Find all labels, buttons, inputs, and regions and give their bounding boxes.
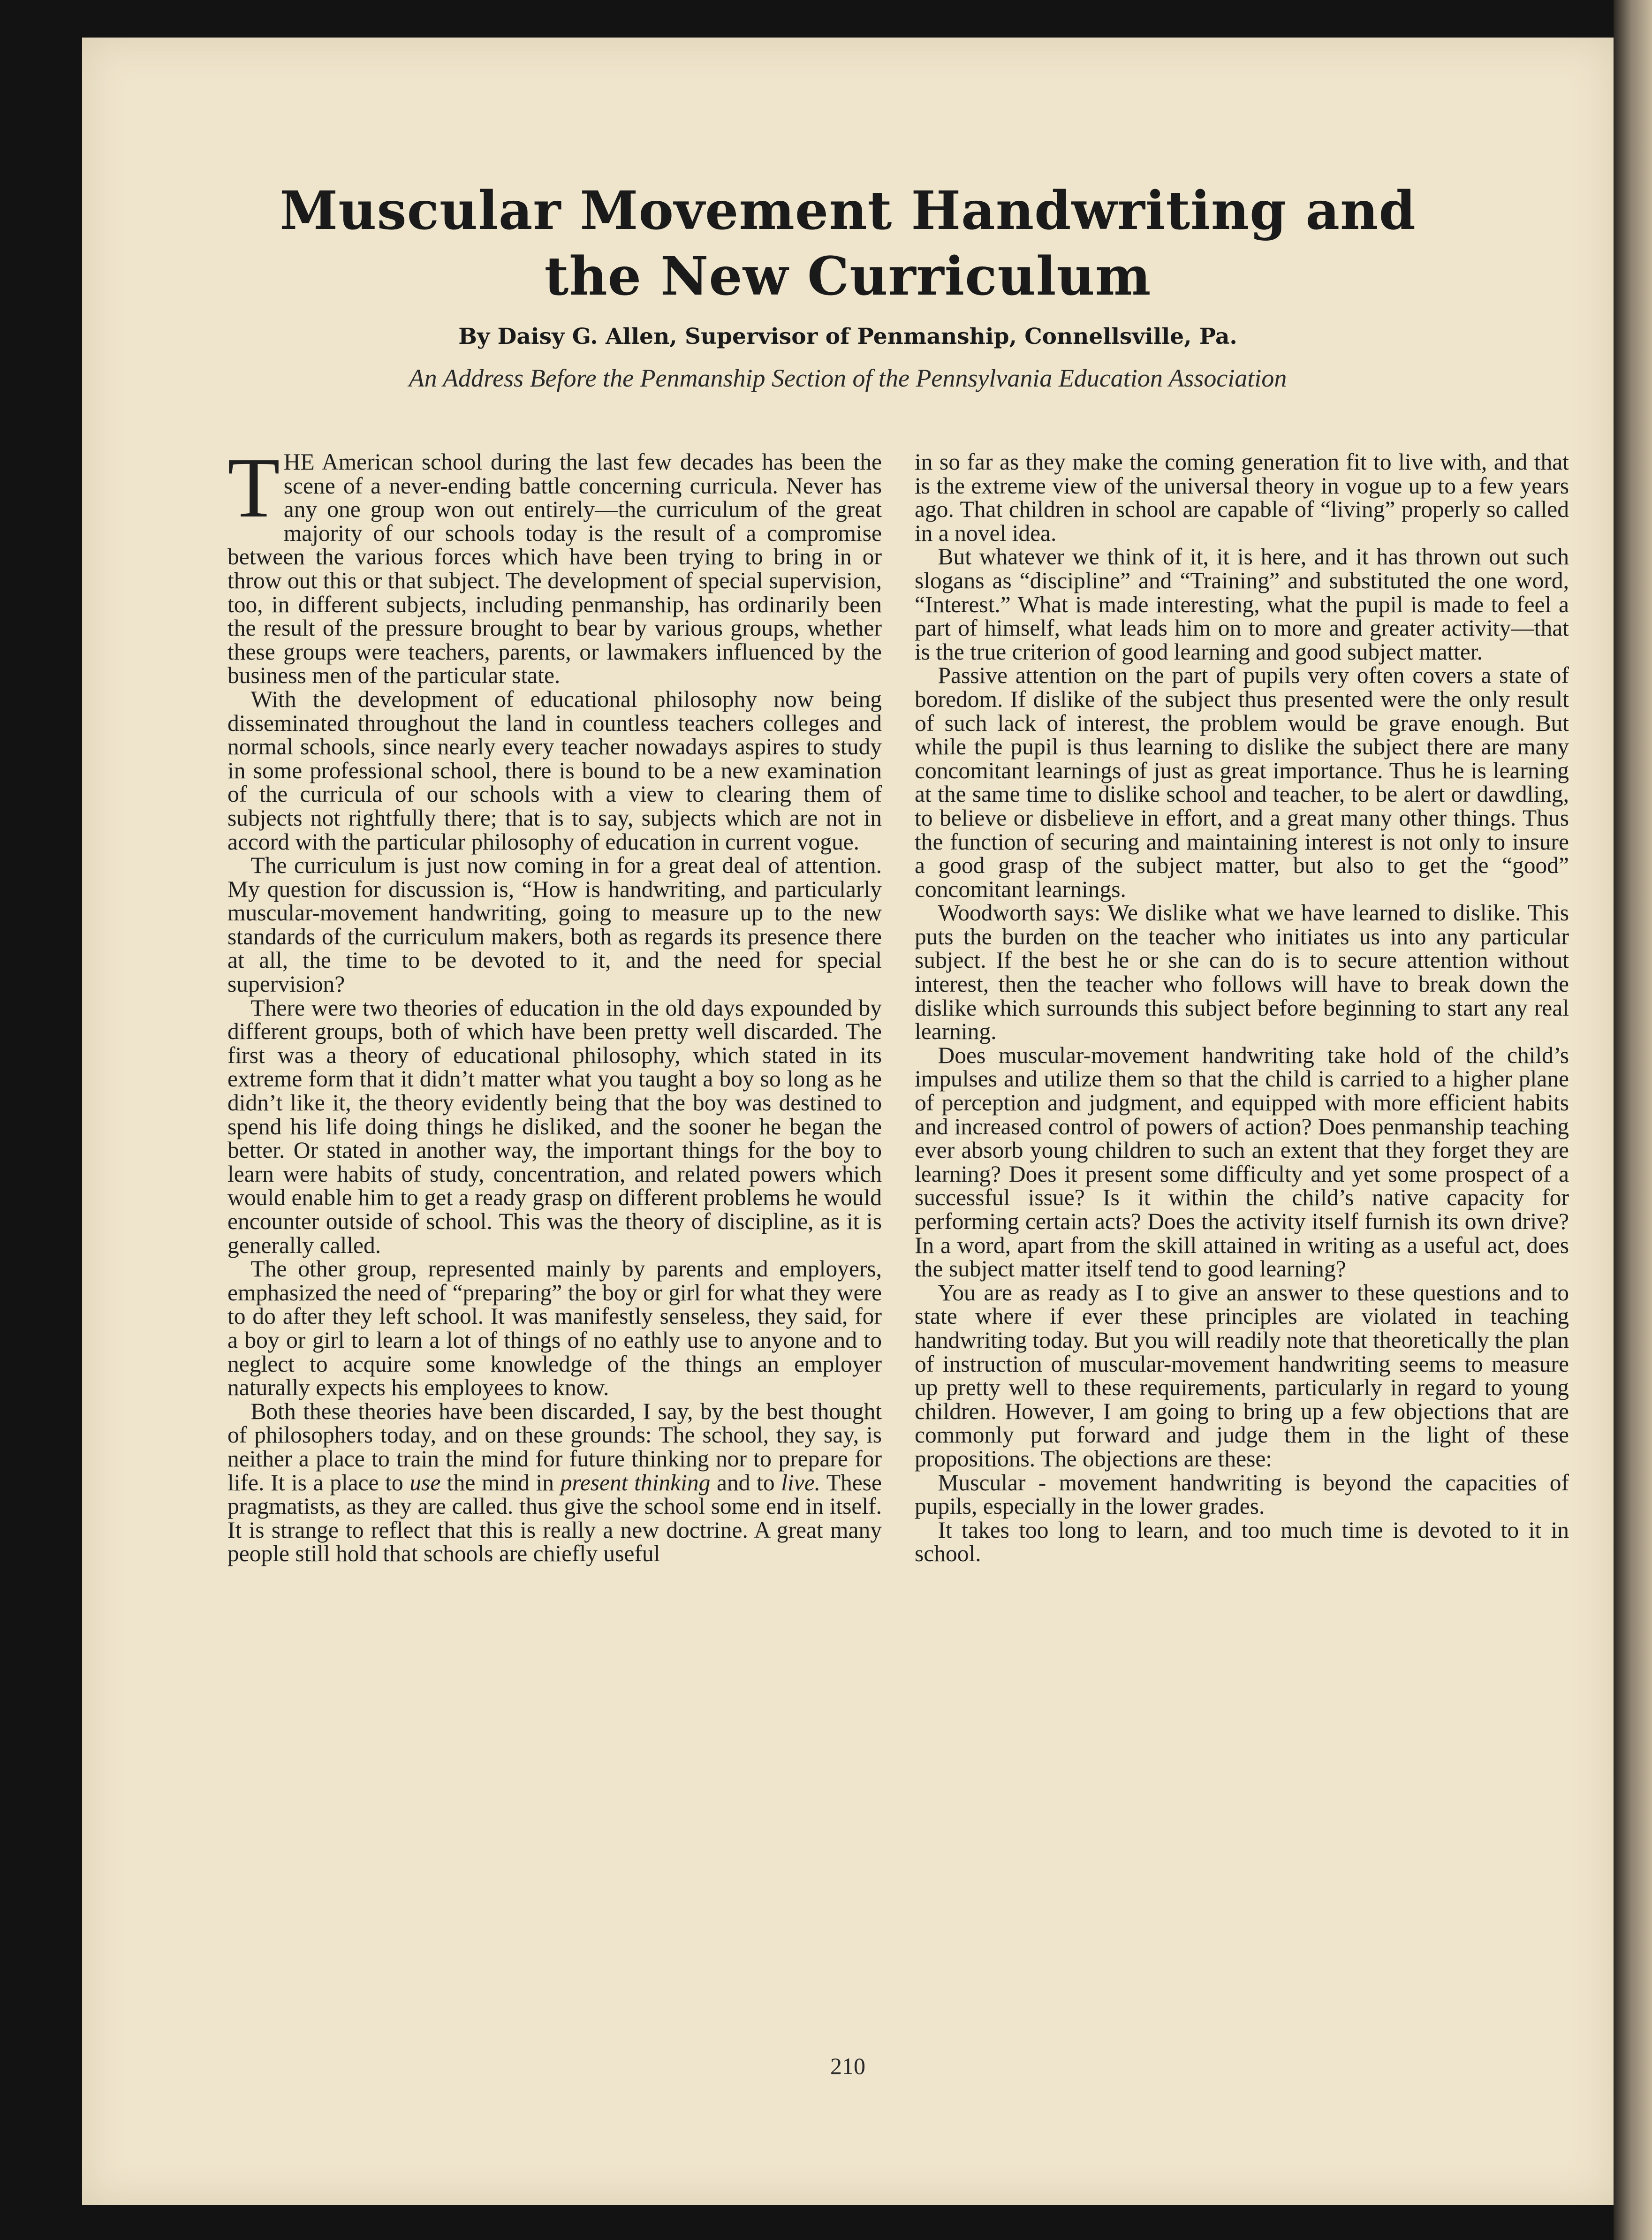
article-byline: By Daisy G. Allen, Supervisor of Penmanship, Connellsville, Pa.: [458, 324, 1237, 349]
paragraph: The other group, represented mainly by parents and employers, emphasized the need of “preparing” the boy or girl for what they were to do after they left school. It was manifestly senseless, they said, for a boy or girl to learn a lot of things of no eathly use to anyone and to neglect to acquire some knowledge of the things an employer naturally expects his employees to know.: [227, 1256, 882, 1401]
paragraph: But whatever we think of it, it is here, and it has thrown out such slogans as “discipline” and “Training” and substituted the one word, “Interest.” What is made interesting, what the pupil is made to feel a part of himself, what leads him on to more and greater activity—that is the true criterion of good learning and good subject matter.: [915, 544, 1569, 665]
paragraph-text: Both these theories have been discarded, I say, by the best thought of philosophers today, and on these grounds: The school, they say, is neither a place to train the mind for future thinking nor to prepare for life. It is a place to: [227, 1398, 882, 1496]
paragraph: Does muscular-movement handwriting take hold of the child’s impulses and utilize them so that the child is carried to a higher plane of perception and judgment, and equipped with more efficient habits and increased control of powers of action? Does penmanship teaching ever absorb young children to such an extent that they forget they are learning? Does it present some difficulty and yet some prospect of a successful issue? Is it within the child’s native capacity for performing certain acts? Does the activity itself furnish its own drive? In a word, apart from the skill attained in writing as a useful act, does the subject matter itself tend to good learning?: [915, 1042, 1569, 1282]
drop-cap: T: [227, 450, 280, 535]
left-column: [227, 450, 882, 2036]
paragraph: It takes too long to learn, and too much time is devoted to it in school.: [915, 1517, 1569, 1567]
paragraph-text: These pragmatists, as they are called. thus give the school some end in itself. It is strange to reflect that this is really a new doctrine. A great many people still hold that schools are chiefly useful: [227, 1469, 882, 1567]
article-title-line-1: Muscular Movement Handwriting and: [280, 180, 1416, 242]
article-title: [82, 178, 1614, 310]
paragraph: Muscular - movement handwriting is beyond the capacities of pupils, especially in the lower grades.: [915, 1469, 1569, 1519]
paragraph: There were two theories of education in the old days expounded by different groups, both of which have been pretty well discarded. The first was a theory of educational philosophy, which stated in its extreme form that it didn’t matter what you taught a boy so long as he didn’t like it, the theory evidently being that the boy was destined to spend his life doing things he disliked, and the sooner he began the better. Or stated in another way, the important things for the boy to learn were habits of study, concentration, and related powers which would enable him to get a ready grasp on different problems he would encounter outside of school. This was the theory of discipline, as it is generally called.: [227, 995, 882, 1258]
paragraph-text: HE American school during the last few decades has been the scene of a never-ending battle concerning curricula. Never has any one group won out entirely—the curriculum of the great majority of our schools today is the result of a compromise between the various forces which have been trying to bring in or throw out this or that subject. The development of special supervision, too, in different subjects, including penmanship, has ordinarily been the result of the pressure brought to bear by various groups, whether these groups were teachers, parents, or lawmakers influenced by the business men of the particular state.: [227, 450, 882, 689]
book-gutter: [1614, 0, 1652, 2240]
emphasis-text: present thinking: [560, 1469, 711, 1496]
emphasis-text: live.: [781, 1469, 821, 1496]
paragraph: Passive attention on the part of pupils very often covers a state of boredom. If dislike of the subject thus presented were the only result of such lack of interest, the problem would be grave enough. But while the pupil is thus learning to dislike the subject there are many concomitant learnings of just as great importance. Thus he is learning at the same time to dislike school and teacher, to be alert or dawdling, to believe or disbelieve in effort, and a great many other things. Thus the function of securing and maintaining interest is not only to insure a good grasp of the subject matter, but also to get the “good” concomitant learnings.: [915, 662, 1569, 902]
paragraph: The curriculum is just now coming in for a great deal of attention. My question for discussion is, “How is handwriting, and particularly muscular-movement handwriting, going to measure up to the new standards of the curriculum makers, both as regards its presence there at all, the time to be devoted to it, and the need for special supervision?: [227, 852, 882, 997]
paragraph: [227, 1400, 882, 1566]
article-title-line-2: the New Curriculum: [544, 246, 1152, 307]
paragraph: With the development of educational philosophy now being disseminated throughout the land in countless teachers colleges and normal schools, since nearly every teacher nowadays aspires to study in some professional school, there is bound to be a new examination of the curricula of our schools with a view to clearing them of subjects not rightfully there; that is to say, subjects which are not in accord with the particular philosophy of education in current vogue.: [227, 686, 882, 855]
paragraph: You are as ready as I to give an answer to these questions and to state where if ever these principles are violated in teaching handwriting today. But you will readily note that theoretically the plan of instruction of muscular-movement handwriting seems to measure up pretty well to these requirements, particularly in regard to young children. However, I am going to bring up a few objections that are commonly put forward and judge them in the light of these propositions. The objections are these:: [915, 1279, 1569, 1472]
emphasis-text: use: [409, 1469, 441, 1496]
paragraph: Woodworth says: We dislike what we have learned to dislike. This puts the burden on the teacher who initiates us into any particular subject. If the best he or she can do is to secure attention without interest, then the teacher who follows will have to break down the dislike which surrounds this subject before beginning to start any real learning.: [915, 900, 1569, 1045]
right-column: [915, 450, 1569, 2036]
paragraph: in so far as they make the coming generation fit to live with, and that is the extreme view of the universal theory in vogue up to a few years ago. That children in school are capable of “living” properly so called in a novel idea.: [915, 450, 1569, 546]
magazine-page: [82, 38, 1614, 2205]
paragraph: [227, 450, 882, 688]
paragraph-text: the mind in: [440, 1469, 561, 1496]
page-number: 210: [830, 2053, 865, 2079]
article-subtitle: An Address Before the Penmanship Section of the Pennsylvania Education Association: [409, 364, 1287, 392]
paragraph-text: and to: [710, 1469, 781, 1496]
